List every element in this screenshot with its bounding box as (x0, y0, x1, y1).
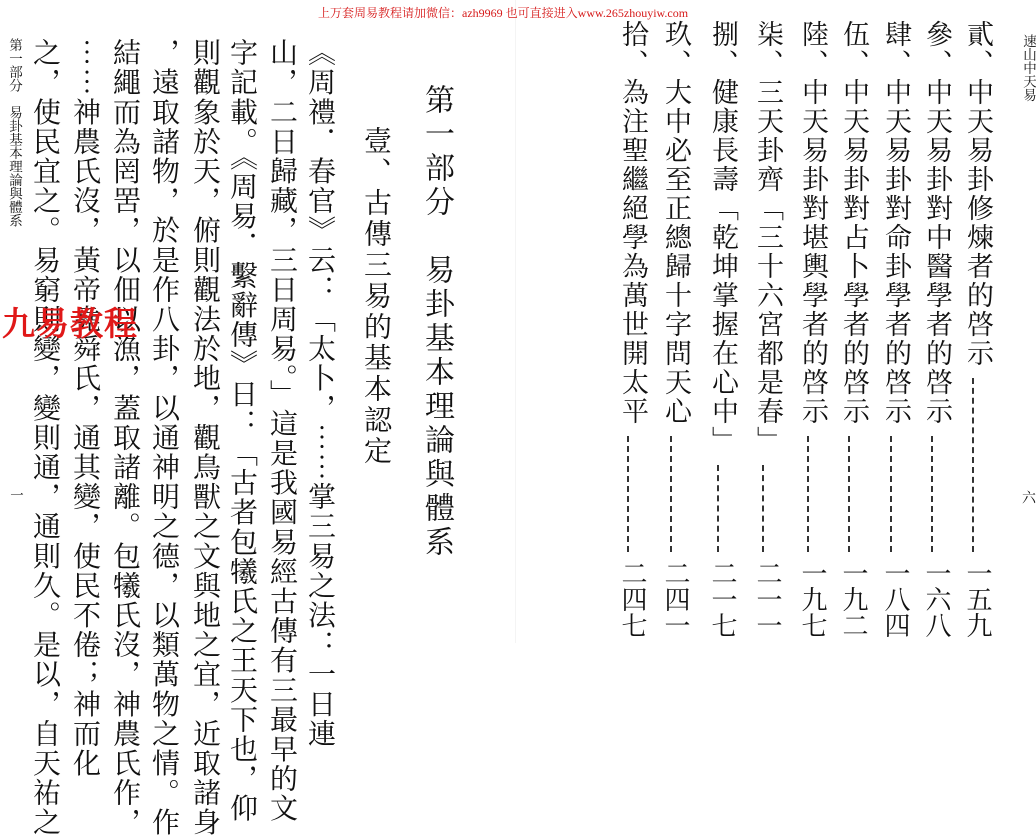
right-running-header: 速山中天易 (1020, 34, 1036, 102)
toc-dot-leader (627, 436, 629, 552)
toc-entry-page: 一九七 (797, 560, 827, 638)
toc-entry-title: 肆、中天易卦對命卦學者的啓示 (880, 20, 911, 426)
toc-entry-page: 二一一 (752, 560, 782, 638)
toc-dot-leader (931, 436, 933, 552)
left-running-header: 第一部分 易卦基本理論與體系 (6, 38, 22, 227)
body-column: 字記載。《周易．繫辭傳》日：「古者包犧氏之王天下也，仰 (226, 38, 259, 824)
section-title: 壹、古傳三易的基本認定 (360, 126, 393, 467)
toc-entry-page: 二一七 (707, 560, 737, 638)
toc-entry-page: 二四七 (617, 560, 647, 638)
page-gutter (515, 0, 516, 643)
toc-dot-leader (717, 465, 719, 552)
watermark-banner: 上万套周易教程请加微信：azh9969 也可直接进入www.265zhouyiw.com (318, 6, 689, 20)
body-column: 則觀象於天，俯則觀法於地，觀鳥獸之文與地之宜，近取諸身 (189, 38, 222, 837)
toc-entry-title: 拾、為注聖繼絕學為萬世開太平 (617, 20, 648, 426)
toc-dot-leader (762, 465, 764, 552)
toc-entry-title: 陸、中天易卦對堪輿學者的啓示 (797, 20, 828, 426)
toc-entry-page: 一六八 (921, 560, 951, 638)
body-first-column: 《周禮．春官》云：「太卜，⋯⋯掌三易之法：一日連 (304, 38, 337, 749)
toc-entry-title: 伍、中天易卦對占卜學者的啓示 (838, 20, 869, 426)
body-column: ⋯⋯神農氏沒，黃帝堯舜氏，通其變，使民不倦；神而化 (69, 38, 102, 778)
toc-entry-title: 玖、大中必至正總歸十字問天心 (660, 20, 691, 426)
watermark-logo: 九易教程 (2, 304, 138, 343)
toc-entry-title: 捌、健康長壽「乾坤掌握在心中」 (707, 20, 738, 455)
toc-dot-leader (670, 436, 672, 552)
part-title: 第一部分 易卦基本理論與體系 (419, 84, 454, 560)
toc-entry-page: 一八四 (880, 560, 910, 638)
body-column: 之，使民宜之。易窮則變，變則通，通則久。是以，自天祐之 (29, 38, 62, 837)
toc-entry-page: 一九二 (838, 560, 868, 638)
body-column: ，遠取諸物，於是作八卦，以通神明之德，以類萬物之情。作 (148, 38, 181, 837)
toc-dot-leader (807, 436, 809, 552)
toc-entry-title: 柒、三天卦齊「三十六宮都是春」 (752, 20, 783, 455)
toc-dot-leader (848, 436, 850, 552)
toc-entry-page: 二四一 (660, 560, 690, 638)
body-column: 山，二日歸藏，三日周易。」這是我國易經古傳有三最早的文 (266, 38, 299, 824)
body-column: 結繩而為罔罟，以佃以漁，蓋取諸離。包犧氏沒，神農氏作， (109, 38, 142, 837)
left-page-number: 一 (7, 488, 23, 502)
toc-entry-title: 參、中天易卦對中醫學者的啓示 (921, 20, 952, 426)
toc-entry-title: 貳、中天易卦修煉者的啓示 (962, 20, 993, 368)
toc-dot-leader (890, 436, 892, 552)
toc-entry-page: 一五九 (962, 560, 992, 638)
toc-dot-leader (972, 378, 974, 552)
right-page-number: 六 (1020, 490, 1036, 504)
